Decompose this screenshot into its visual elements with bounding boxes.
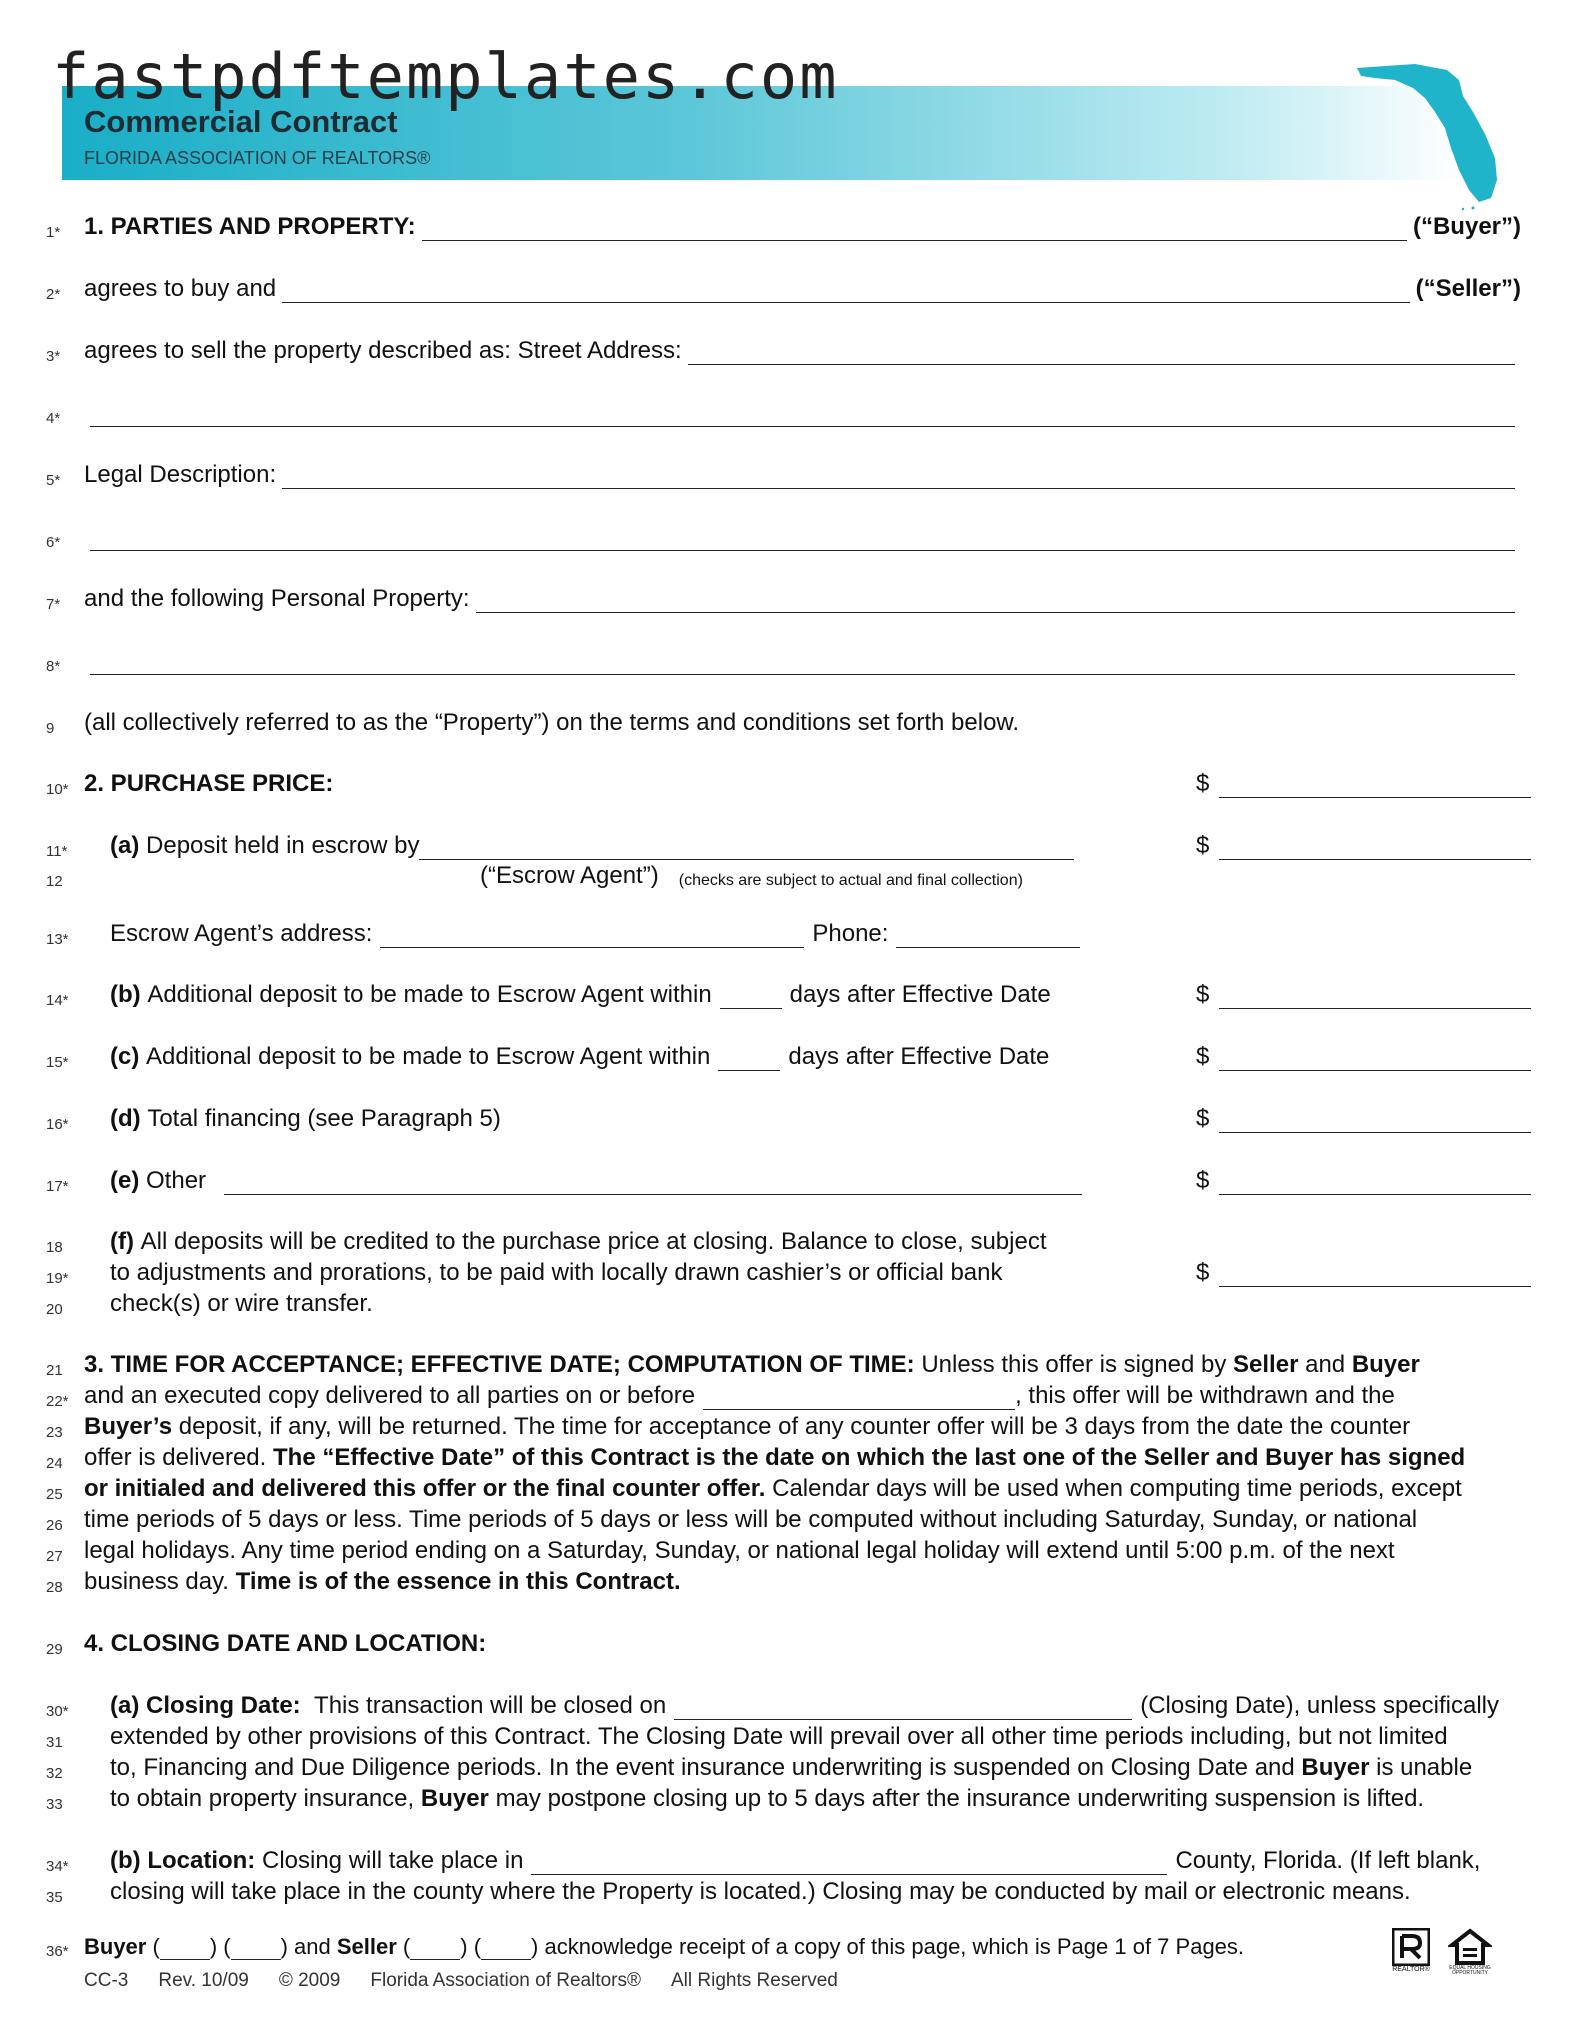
phone-label: Phone: — [812, 920, 889, 947]
line-5 — [46, 457, 1521, 489]
dollar-sign: $ — [1196, 770, 1210, 797]
line-14 — [46, 977, 1051, 1009]
item-b-label: (b) — [110, 981, 141, 1008]
additional-deposit-days-field[interactable] — [720, 986, 782, 1009]
watermark: fastpdftemplates.com — [52, 40, 839, 113]
personal-property-label: and the following Personal Property: — [84, 585, 470, 612]
line-2 — [46, 271, 1521, 303]
deposit-amount-field[interactable] — [1219, 837, 1531, 860]
line-22: 22* and an executed copy delivered to all parties on or before , this offer will be withdrawn and the — [46, 1382, 1395, 1410]
legal-description-label: Legal Description: — [84, 461, 277, 488]
purchase-price-amount — [1196, 766, 1531, 798]
additional-deposit-2-days-field[interactable] — [718, 1048, 780, 1071]
total-financing-amount — [1196, 1101, 1531, 1133]
line-number: 1* — [46, 224, 61, 241]
legal-description-continued-field[interactable] — [90, 528, 1515, 551]
line-31: 31 extended by other provisions of this Contract. The Closing Date will prevail over all other time periods including, but not limited — [46, 1723, 1448, 1751]
street-address-continued-field[interactable] — [90, 404, 1515, 427]
line-number: 34* — [46, 1858, 69, 1875]
line-number: 20 — [46, 1301, 63, 1318]
balance-text-line2: to adjustments and prorations, to be paid with locally drawn cashier’s or official bank — [110, 1259, 1003, 1286]
other-description-field[interactable] — [224, 1172, 1082, 1195]
line-10 — [46, 766, 333, 798]
other-amount — [1196, 1163, 1531, 1195]
line-6 — [46, 519, 1521, 551]
additional-deposit-2-text: Additional deposit to be made to Escrow Agent within — [146, 1043, 711, 1070]
revision: Rev. 10/09 — [158, 1970, 249, 1991]
other-amount-field[interactable] — [1219, 1172, 1531, 1195]
line-18 — [46, 1224, 1046, 1256]
footer-meta — [84, 1960, 838, 1992]
additional-deposit-amount — [1196, 977, 1531, 1009]
line-number: 36* — [46, 1943, 69, 1960]
escrow-phone-field[interactable] — [896, 925, 1080, 948]
line-23: 23 Buyer’s deposit, if any, will be returned. The time for acceptance of any counter offer will be 3 days from the date the counter — [46, 1413, 1411, 1441]
dollar-sign: $ — [1196, 1259, 1210, 1286]
line-number: 6* — [46, 534, 61, 551]
line-26: 26 time periods of 5 days or less. Time periods of 5 days or less will be computed without including Saturday, Sunday, or national — [46, 1506, 1418, 1534]
item-d-label: (d) — [110, 1105, 141, 1132]
agrees-to-buy-text: agrees to buy and — [84, 275, 277, 302]
escrow-address-label: Escrow Agent’s address: — [110, 920, 373, 947]
line-number: 33 — [46, 1796, 63, 1813]
line-number: 14* — [46, 992, 69, 1009]
buyer-initials-2[interactable] — [231, 1941, 281, 1960]
line-33: 33 to obtain property insurance, Buyer may postpone closing up to 5 days after the insurance underwriting suspension is lifted. — [46, 1785, 1425, 1813]
line-number: 22* — [46, 1393, 69, 1410]
deposit-escrow-text: Deposit held in escrow by — [146, 832, 420, 859]
escrow-holder-field[interactable] — [419, 837, 1074, 860]
line-number: 15* — [46, 1054, 69, 1071]
street-address-label: agrees to sell the property described as: Street Address: — [84, 337, 682, 364]
form-number: CC-3 — [84, 1970, 129, 1991]
days-after-text: days after Effective Date — [789, 981, 1051, 1008]
days-after-text: days after Effective Date — [788, 1043, 1050, 1070]
line-number: 5* — [46, 472, 61, 489]
line-9 — [46, 705, 1521, 737]
line-29 — [46, 1626, 486, 1658]
line-36: 36* Buyer ( ) ( ) and Seller ( ) ( ) acknowledge receipt of a copy of this page, which is Page 1 of 7 Pages. — [46, 1934, 1245, 1960]
section-4-heading: 4. CLOSING DATE AND LOCATION: — [84, 1630, 487, 1657]
line-number: 18 — [46, 1239, 63, 1256]
dollar-sign: $ — [1196, 981, 1210, 1008]
line-number: 26 — [46, 1517, 63, 1534]
line-number: 30* — [46, 1703, 69, 1720]
balance-text-line3: check(s) or wire transfer. — [110, 1290, 373, 1317]
line-19 — [46, 1255, 1003, 1287]
florida-map-icon — [1355, 62, 1505, 212]
total-financing-amount-field[interactable] — [1219, 1110, 1531, 1133]
seller-initials-2[interactable] — [481, 1941, 531, 1960]
equal-housing-icon — [1448, 1928, 1492, 1966]
line-16 — [46, 1101, 501, 1133]
line-24: 24 offer is delivered. The “Effective Date” of this Contract is the date on which the last one of the Seller and Buyer has signed — [46, 1444, 1466, 1472]
copyright: © 2009 — [278, 1970, 341, 1991]
section-3-heading: 3. TIME FOR ACCEPTANCE; EFFECTIVE DATE; COMPUTATION OF TIME: — [84, 1351, 915, 1378]
form-subtitle: FLORIDA ASSOCIATION OF REALTORS® — [84, 148, 431, 168]
line-30: 30* (a) Closing Date: This transaction will be closed on (Closing Date), unless specifically — [46, 1692, 1500, 1720]
checks-note: (checks are subject to actual and final collection) — [678, 872, 1023, 889]
line-7 — [46, 581, 1521, 613]
seller-label: (“Seller”) — [1415, 275, 1521, 302]
line-number: 21 — [46, 1362, 63, 1379]
acceptance-deadline-field[interactable] — [703, 1387, 1015, 1410]
line-number: 3* — [46, 348, 61, 365]
line-1 — [46, 209, 1521, 241]
line-number: 35 — [46, 1889, 63, 1906]
buyer-name-field[interactable] — [422, 218, 1407, 241]
seller-name-field[interactable] — [282, 280, 1409, 303]
line-3 — [46, 333, 1521, 365]
item-a-label: (a) — [110, 832, 140, 859]
closing-date-field[interactable] — [674, 1697, 1132, 1720]
line-25: 25 or initialed and delivered this offer or the final counter offer. Calendar days will be used when computing time periods, except — [46, 1475, 1462, 1503]
line-number: 29 — [46, 1641, 63, 1658]
balance-amount-field[interactable] — [1219, 1264, 1531, 1287]
dollar-sign: $ — [1196, 832, 1210, 859]
line-8 — [46, 643, 1521, 675]
balance-amount — [1196, 1255, 1531, 1287]
section-2-heading: 2. PURCHASE PRICE: — [84, 770, 334, 797]
line-11 — [46, 828, 1074, 860]
line-number: 11* — [46, 843, 68, 860]
additional-deposit-amount-field[interactable] — [1219, 986, 1531, 1009]
seller-initials-1[interactable] — [410, 1941, 460, 1960]
buyer-initials-1[interactable] — [160, 1941, 210, 1960]
line-number: 31 — [46, 1734, 63, 1751]
line-number: 2* — [46, 286, 61, 303]
line-number: 23 — [46, 1424, 63, 1441]
line-number: 32 — [46, 1765, 63, 1782]
line-number: 4* — [46, 410, 61, 427]
dollar-sign: $ — [1196, 1043, 1210, 1070]
line-number: 25 — [46, 1486, 63, 1503]
escrow-agent-label: (“Escrow Agent”) — [480, 862, 659, 889]
realtor-logo: REALTOR® — [1392, 1928, 1430, 1976]
personal-property-continued-field[interactable] — [90, 652, 1515, 675]
line-34: 34* (b) Location: Closing will take place in County, Florida. (If left blank, — [46, 1847, 1481, 1875]
dollar-sign: $ — [1196, 1167, 1210, 1194]
form-title: Commercial Contract — [84, 104, 398, 139]
additional-deposit-2-amount — [1196, 1039, 1531, 1071]
line-27: 27 legal holidays. Any time period ending on a Saturday, Sunday, or national legal holiday will extend until 5:00 p.m. of the next — [46, 1537, 1395, 1565]
line-number: 13* — [46, 931, 69, 948]
escrow-address-field[interactable] — [380, 925, 804, 948]
line-13 — [46, 916, 1080, 948]
deposit-amount — [1196, 828, 1531, 860]
item-e-label: (e) — [110, 1167, 140, 1194]
item-c-label: (c) — [110, 1043, 140, 1070]
additional-deposit-text: Additional deposit to be made to Escrow Agent within — [147, 981, 712, 1008]
association-name: Florida Association of Realtors® — [370, 1970, 641, 1991]
additional-deposit-2-amount-field[interactable] — [1219, 1048, 1531, 1071]
other-text: Other — [146, 1167, 207, 1194]
line-number: 24 — [46, 1455, 63, 1472]
dollar-sign: $ — [1196, 1105, 1210, 1132]
item-f-label: (f) — [110, 1228, 134, 1255]
line-20 — [46, 1286, 373, 1318]
section-1-heading: 1. PARTIES AND PROPERTY: — [84, 213, 416, 240]
line-4 — [46, 395, 1521, 427]
line-number: 10* — [46, 781, 69, 798]
line-15 — [46, 1039, 1049, 1071]
street-address-field[interactable] — [688, 342, 1515, 365]
realtor-icon — [1392, 1928, 1430, 1966]
line-number: 12 — [46, 873, 63, 890]
line-17 — [46, 1163, 1082, 1195]
line-number: 19* — [46, 1270, 69, 1287]
line-number: 27 — [46, 1548, 63, 1565]
line-number: 8* — [46, 658, 61, 675]
personal-property-field[interactable] — [476, 590, 1515, 613]
line-number: 9 — [46, 720, 55, 737]
balance-text-line1: All deposits will be credited to the purchase price at closing. Balance to close, subject — [140, 1228, 1047, 1255]
line-35: 35 closing will take place in the county where the Property is located.) Closing may be conducted by mail or electronic means. — [46, 1878, 1411, 1906]
line-number: 16* — [46, 1116, 69, 1133]
rights-reserved: All Rights Reserved — [671, 1970, 838, 1991]
buyer-label: (“Buyer”) — [1412, 213, 1521, 240]
line-12 — [46, 858, 1023, 890]
equal-housing-logo: EQUAL HOUSING OPPORTUNITY — [1444, 1928, 1496, 1976]
purchase-price-field[interactable] — [1219, 775, 1531, 798]
footer-logos — [1392, 1928, 1496, 1976]
total-financing-text: Total financing (see Paragraph 5) — [147, 1105, 501, 1132]
closing-county-field[interactable] — [531, 1852, 1167, 1875]
line-number: 7* — [46, 596, 61, 613]
legal-description-field[interactable] — [282, 466, 1515, 489]
line-number: 17* — [46, 1178, 69, 1195]
property-collective-text: (all collectively referred to as the “Property”) on the terms and conditions set forth below. — [84, 709, 1020, 736]
line-28: 28 business day. Time is of the essence in this Contract. — [46, 1568, 681, 1596]
line-21: 21 3. TIME FOR ACCEPTANCE; EFFECTIVE DATE; COMPUTATION OF TIME: Unless this offer is signed by Seller and Buyer — [46, 1351, 1420, 1379]
line-number: 28 — [46, 1579, 63, 1596]
line-32: 32 to, Financing and Due Diligence periods. In the event insurance underwriting is suspended on Closing Date and Buyer is unable — [46, 1754, 1473, 1782]
